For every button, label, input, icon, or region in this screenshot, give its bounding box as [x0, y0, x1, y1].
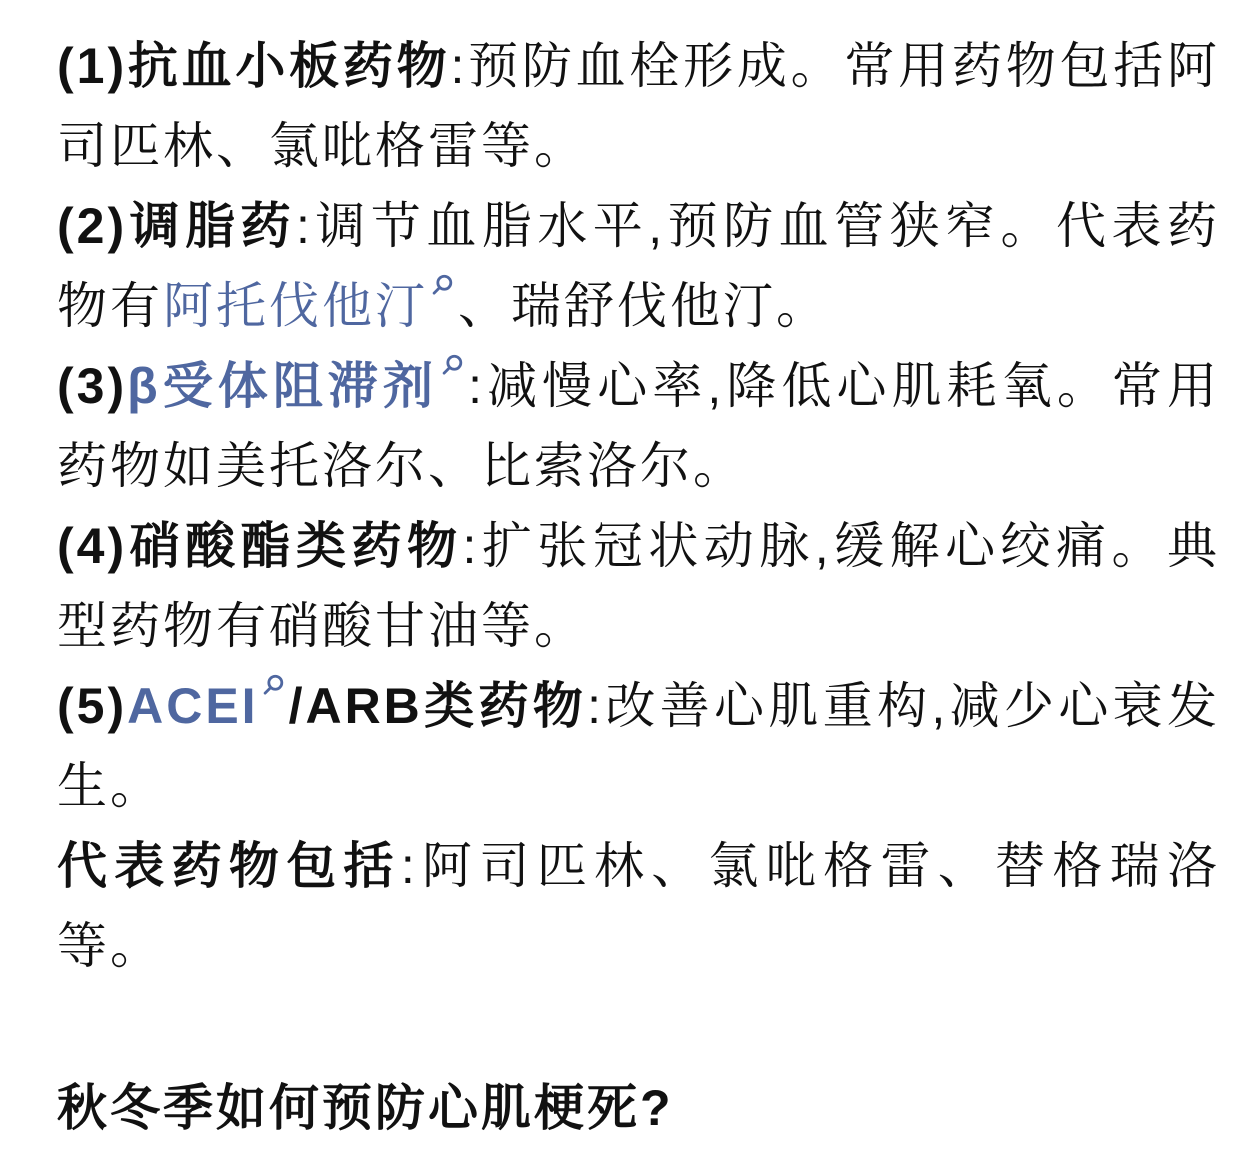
- entity-link[interactable]: 阿托伐他汀: [163, 278, 458, 334]
- entity-link[interactable]: ACEI: [127, 678, 288, 734]
- text-run: :改善心肌重构,减少心衰发生。: [57, 678, 1220, 814]
- text-run: (4)硝酸酯类药物: [57, 518, 463, 574]
- paragraph: [57, 666, 1220, 826]
- section-heading: 秋冬季如何预防心肌梗死?: [57, 1080, 674, 1136]
- text-run: :阿司匹林、氯吡格雷、替格瑞洛等。: [57, 838, 1220, 974]
- paragraph: [57, 506, 1220, 666]
- search-icon[interactable]: [429, 273, 455, 299]
- search-icon[interactable]: [260, 673, 286, 699]
- text-run: 代表药物包括: [57, 838, 401, 894]
- text-run: :减慢心率,降低心肌耗氧。常用药物如美托洛尔、比索洛尔。: [57, 358, 1220, 494]
- text-run: (2)调脂药: [57, 198, 297, 254]
- entity-link[interactable]: β受体阻滞剂: [127, 358, 468, 414]
- text-run: (1)抗血小板药物: [57, 38, 451, 94]
- text-run: (3): [57, 358, 128, 414]
- paragraph: [57, 186, 1220, 346]
- paragraphs: [57, 26, 1220, 986]
- paragraph: [57, 826, 1220, 986]
- text-run: /ARB类药物: [288, 678, 588, 734]
- paragraph: [57, 26, 1220, 186]
- text-run: :预防血栓形成。常用药物包括阿司匹林、氯吡格雷等。: [57, 38, 1220, 174]
- paragraph: [57, 346, 1220, 506]
- text-run: 、瑞舒伐他汀。: [458, 278, 829, 334]
- text-run: (5): [57, 678, 128, 734]
- text-run: :扩张冠状动脉,缓解心绞痛。典型药物有硝酸甘油等。: [57, 518, 1220, 654]
- text-run: :调节血脂水平,预防血管狭窄。代表药物有: [57, 198, 1220, 334]
- search-icon[interactable]: [439, 353, 465, 379]
